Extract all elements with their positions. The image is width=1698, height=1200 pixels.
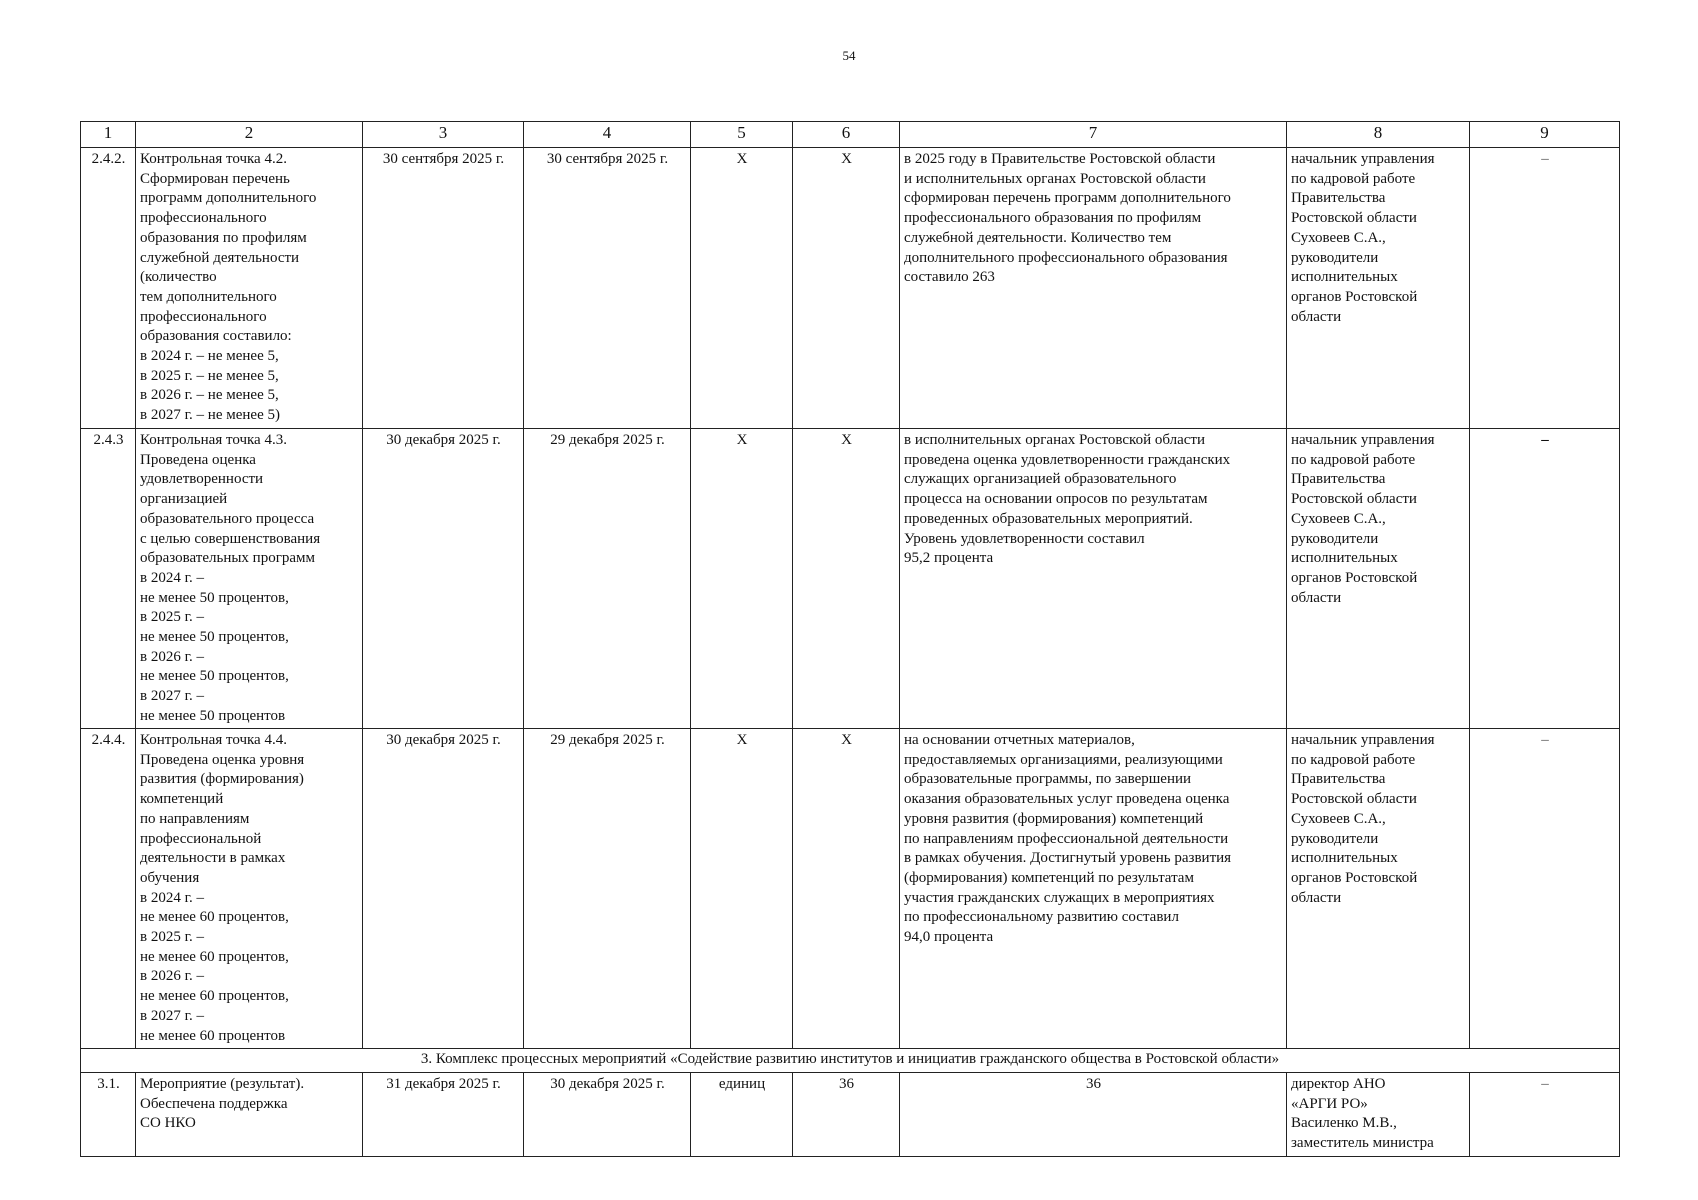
row-number: 3.1. — [81, 1073, 136, 1157]
section-title: 3. Комплекс процессных мероприятий «Содействие развитию институтов и инициатив гражданского общества в Ростовской области» — [81, 1049, 1620, 1073]
row-fact-date: 30 сентября 2025 г. — [524, 148, 691, 429]
column-header-7: 7 — [900, 122, 1287, 148]
report-table — [80, 121, 1620, 1157]
row-plan-value: 36 — [793, 1073, 900, 1157]
section-row — [81, 1049, 1620, 1073]
row-unit: X — [691, 429, 793, 729]
row-number: 2.4.3 — [81, 429, 136, 729]
column-header-4: 4 — [524, 122, 691, 148]
row-plan-value: X — [793, 429, 900, 729]
column-header-5: 5 — [691, 122, 793, 148]
table-row — [81, 1073, 1620, 1157]
row-name: Контрольная точка 4.3. Проведена оценка удовлетворенности организацией образовательного процесса с целью совершенствования образовательных программ в 2024 г. – не менее 50 процентов, в 2025 г. – не менее 50 процентов, в 2026 г. – не менее 50 процентов, в 2027 г. – не менее 50 процентов — [136, 429, 363, 729]
row-plan-date: 30 декабря 2025 г. — [363, 729, 524, 1049]
row-note: – — [1470, 429, 1620, 729]
row-name: Контрольная точка 4.4. Проведена оценка уровня развития (формирования) компетенций по направлениям профессиональной деятельности в рамках обучения в 2024 г. – не менее 60 процентов, в 2025 г. – не менее 60 процентов, в 2026 г. – не менее 60 процентов, в 2027 г. – не менее 60 процентов — [136, 729, 363, 1049]
row-note: – — [1470, 1073, 1620, 1157]
row-result: в исполнительных органах Ростовской области проведена оценка удовлетворенности гражданских служащих организацией образовательного процесса на основании опросов по результатам проведенных образовательных мероприятий. Уровень удовлетворенности составил 95,2 процента — [900, 429, 1287, 729]
row-responsible: директор АНО «АРГИ РО» Василенко М.В., заместитель министра — [1287, 1073, 1470, 1157]
column-header-1: 1 — [81, 122, 136, 148]
row-unit: X — [691, 148, 793, 429]
row-fact-date: 29 декабря 2025 г. — [524, 429, 691, 729]
table-row — [81, 148, 1620, 429]
row-plan-value: X — [793, 148, 900, 429]
row-result: 36 — [900, 1073, 1287, 1157]
row-note: – — [1470, 729, 1620, 1049]
row-responsible: начальник управления по кадровой работе Правительства Ростовской области Суховеев С.А., руководители исполнительных органов Ростовской области — [1287, 729, 1470, 1049]
row-responsible: начальник управления по кадровой работе Правительства Ростовской области Суховеев С.А., руководители исполнительных органов Ростовской области — [1287, 148, 1470, 429]
row-name: Контрольная точка 4.2. Сформирован перечень программ дополнительного профессионального образования по профилям служебной деятельности (количество тем дополнительного профессионального образования составило: в 2024 г. – не менее 5, в 2025 г. – не менее 5, в 2026 г. – не менее 5, в 2027 г. – не менее 5) — [136, 148, 363, 429]
row-number: 2.4.2. — [81, 148, 136, 429]
row-fact-date: 29 декабря 2025 г. — [524, 729, 691, 1049]
page-number: 54 — [842, 48, 856, 63]
table-row — [81, 729, 1620, 1049]
row-note: – — [1470, 148, 1620, 429]
row-fact-date: 30 декабря 2025 г. — [524, 1073, 691, 1157]
column-header-8: 8 — [1287, 122, 1470, 148]
column-header-3: 3 — [363, 122, 524, 148]
row-plan-date: 30 декабря 2025 г. — [363, 429, 524, 729]
row-result: на основании отчетных материалов, предоставляемых организациями, реализующими образовательные программы, по завершении оказания образовательных услуг проведена оценка уровня развития (формирования) компетенций по направлениям профессиональной деятельности в рамках обучения. Достигнутый уровень развития (формирования) компетенций по результатам участия гражданских служащих в мероприятиях по профессиональному развитию составил 94,0 процента — [900, 729, 1287, 1049]
row-number: 2.4.4. — [81, 729, 136, 1049]
header-row — [81, 122, 1620, 148]
column-header-6: 6 — [793, 122, 900, 148]
row-result: в 2025 году в Правительстве Ростовской области и исполнительных органах Ростовской области сформирован перечень программ дополнительного профессионального образования по профилям служебной деятельности. Количество тем дополнительного профессионального образования составило 263 — [900, 148, 1287, 429]
row-plan-date: 30 сентября 2025 г. — [363, 148, 524, 429]
row-plan-value: X — [793, 729, 900, 1049]
column-header-9: 9 — [1470, 122, 1620, 148]
row-unit: единиц — [691, 1073, 793, 1157]
row-name: Мероприятие (результат). Обеспечена поддержка СО НКО — [136, 1073, 363, 1157]
table-row — [81, 429, 1620, 729]
column-header-2: 2 — [136, 122, 363, 148]
row-plan-date: 31 декабря 2025 г. — [363, 1073, 524, 1157]
row-unit: X — [691, 729, 793, 1049]
row-responsible: начальник управления по кадровой работе Правительства Ростовской области Суховеев С.А., руководители исполнительных органов Ростовской области — [1287, 429, 1470, 729]
